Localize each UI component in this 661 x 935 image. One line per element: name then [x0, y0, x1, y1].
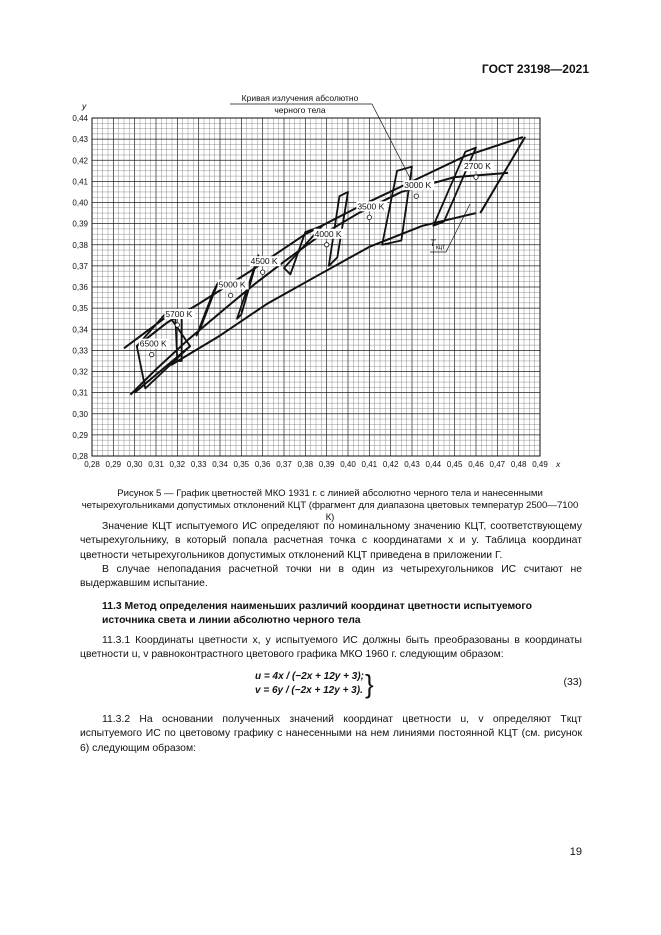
y-tick-label: 0,37 — [72, 261, 88, 271]
cct-point — [367, 215, 371, 219]
tcct-subscript: кцт — [436, 245, 445, 251]
y-tick-label: 0,30 — [72, 409, 88, 419]
cct-point — [474, 175, 478, 179]
x-tick-label: 0,41 — [361, 460, 378, 469]
x-tick-label: 0,36 — [254, 460, 271, 469]
y-tick-label: 0,42 — [72, 156, 88, 166]
cct-label: 4500 K — [250, 256, 278, 267]
standard-id: ГОСТ 23198—2021 — [481, 62, 589, 76]
cct-point — [260, 270, 264, 274]
cct-point — [175, 323, 179, 327]
x-tick-label: 0,38 — [297, 460, 314, 469]
y-tick-label: 0,39 — [72, 219, 88, 229]
y-tick-label: 0,36 — [72, 283, 88, 292]
formula-33 — [255, 669, 374, 699]
y-tick-label: 0,28 — [72, 452, 88, 461]
x-tick-label: 0,40 — [340, 460, 356, 469]
cct-label: 2700 K — [464, 161, 491, 172]
x-tick-label: 0,29 — [105, 460, 122, 469]
formula-u: u = 4x / (−2x + 12y + 3); — [255, 671, 364, 682]
paragraph-2: В случае непопадания расчетной точки ни в один из четырехугольников ИС считают не выдержавшим испытание. — [80, 564, 582, 590]
x-tick-label: 0,47 — [489, 460, 506, 469]
y-tick-label: 0,33 — [72, 346, 88, 356]
cct-label: 5000 K — [218, 279, 246, 290]
page-number: 19 — [569, 846, 582, 858]
cct-point — [324, 243, 328, 247]
equation-number: (33) — [563, 677, 582, 688]
x-tick-label: 0,46 — [468, 460, 484, 469]
x-tick-label: 0,33 — [190, 460, 207, 469]
cct-label: 6500 K — [139, 338, 167, 349]
y-tick-label: 0,41 — [72, 177, 88, 187]
locus-label: Кривая излучения абсолютно черного тела — [241, 93, 359, 115]
y-tick-label: 0,29 — [72, 430, 88, 440]
x-tick-label: 0,28 — [84, 460, 100, 469]
x-tick-label: 0,43 — [404, 460, 420, 469]
y-tick-label: 0,38 — [72, 240, 88, 250]
x-tick-label: 0,35 — [233, 460, 250, 469]
cct-label: 5700 K — [165, 309, 193, 320]
cct-label: 3500 K — [357, 201, 385, 212]
tcct-label: T — [430, 238, 436, 248]
cct-label: 3000 K — [404, 180, 432, 191]
figure-caption: Рисунок 5 — График цветностей МКО 1931 г. с линией абсолютно черного тела и нанесенными четырехугольниками допустимых отклонений КЦТ (фрагмент для диапазона цветовых температур 2500—7100 К) — [81, 488, 579, 523]
x-tick-label: 0,31 — [148, 460, 164, 469]
y-tick-label: 0,40 — [72, 198, 88, 208]
x-tick-label: 0,34 — [212, 460, 228, 469]
x-axis-label: x — [556, 459, 561, 469]
formula-brace: } — [365, 669, 374, 699]
x-tick-label: 0,44 — [425, 460, 442, 469]
paragraph-4: 11.3.2 На основании полученных значений координат цветности u, v определяют Tкцт испытуемого ИС по цветовому графику с нанесенными на нем линиями постоянной КЦТ (см. рисунок 6) следующим образом: — [80, 714, 582, 754]
y-tick-label: 0,43 — [72, 135, 88, 145]
x-tick-label: 0,30 — [126, 460, 143, 469]
y-tick-label: 0,34 — [72, 325, 88, 335]
paragraph-3: 11.3.1 Координаты цветности x, y испытуемого ИС должны быть преобразованы в координаты цветности u, v равноконтрастного цветового графика МКО 1960 г. следующим образом: — [80, 635, 582, 661]
y-axis-label: y — [82, 101, 87, 111]
y-tick-label: 0,32 — [72, 367, 88, 377]
x-tick-label: 0,49 — [532, 460, 548, 469]
x-tick-label: 0,45 — [446, 460, 463, 469]
cct-label: 4000 K — [314, 228, 342, 239]
formula-v: v = 6y / (−2x + 12y + 3). — [255, 685, 363, 696]
x-tick-label: 0,32 — [169, 460, 186, 469]
cct-point — [150, 352, 154, 356]
y-tick-label: 0,35 — [72, 304, 88, 314]
x-tick-label: 0,48 — [510, 460, 527, 469]
section-heading: 11.3 Метод определения наименьших различий координат цветности испытуемого источника света и линии абсолютно черного тела — [102, 601, 532, 626]
x-tick-label: 0,37 — [276, 460, 292, 469]
y-tick-label: 0,44 — [72, 114, 88, 123]
cct-point — [414, 194, 418, 198]
x-tick-label: 0,42 — [382, 460, 399, 469]
x-tick-label: 0,39 — [318, 460, 335, 469]
cct-point — [228, 293, 232, 297]
paragraph-1: Значение КЦТ испытуемого ИС определяют по номинальному значению КЦТ, соответствующему четырехугольнику, в который попала расчетная точка с координатами x и y. Таблица координат цветности четырехугольников допустимых отклонений КЦТ приведена в приложении Г. — [80, 521, 582, 561]
y-tick-label: 0,31 — [72, 388, 88, 398]
